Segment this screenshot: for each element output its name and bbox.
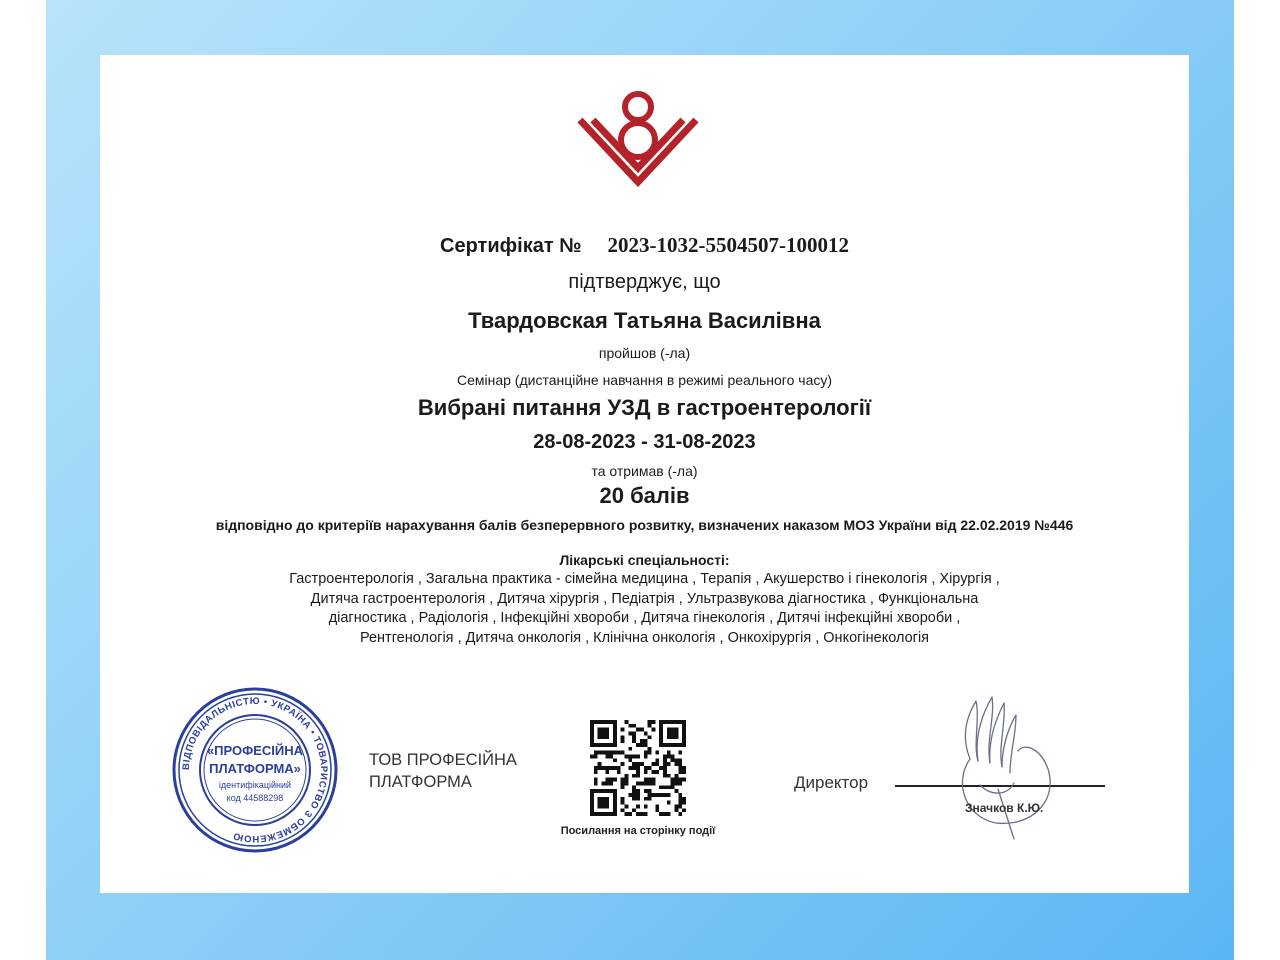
course-dates: 28-08-2023 - 31-08-2023 xyxy=(533,431,756,453)
director-label: Директор xyxy=(794,773,869,792)
organization-name-line-2: ПЛАТФОРМА xyxy=(369,773,472,791)
course-title: Вибрані питання УЗД в гастроентерології xyxy=(417,395,872,420)
criteria-text: відповідно до критеріїв нарахування балів безперервного розвитку, визначених наказом МОЗ України від 22.02.2019 №446 xyxy=(215,517,1074,533)
organization-name xyxy=(369,749,517,793)
stamp-line-4: код 44588298 xyxy=(226,793,284,803)
qr-code[interactable] xyxy=(590,720,686,816)
organization-name-line-1: ТОВ ПРОФЕСІЙНА xyxy=(369,751,517,769)
recipient-name: Твардовская Татьяна Василівна xyxy=(468,308,821,333)
certificate-label: Сертифікат № xyxy=(440,235,582,257)
qr-caption: Посилання на сторінку події xyxy=(560,825,716,837)
stamp-outer-text: ВІДПОВІДАЛЬНІСТЮ • УКРАЇНА • ТОВАРИСТВО З ОБМЕЖЕНОЮ xyxy=(180,695,330,845)
certificate-number-line xyxy=(100,233,1189,258)
confirms-text: підтверджує, що xyxy=(568,271,721,293)
organization-logo-icon xyxy=(576,80,700,190)
specialties-title: Лікарські спеціальності: xyxy=(559,552,730,568)
event-type: Семінар (дистанційне навчання в режимі реального часу) xyxy=(456,372,833,388)
certificate-sheet xyxy=(100,55,1189,893)
signer-name: Значков К.Ю. xyxy=(965,801,1044,815)
points-awarded: 20 балів xyxy=(599,483,690,508)
company-stamp xyxy=(170,685,340,855)
stamp-line-2: ПЛАТФОРМА» xyxy=(209,761,301,776)
received-text: та отримав (-ла) xyxy=(591,463,698,479)
stamp-line-1: «ПРОФЕСІЙНА xyxy=(206,743,304,758)
certificate-number: 2023-1032-5504507-100012 xyxy=(607,233,849,257)
specialties-list: Гастроентерологія , Загальна практика - сімейна медицина , Терапія , Акушерство і гінекологія , Хірургія , Дитяча гастроентерологія , Дитяча хірургія , Педіатрія , Ультразвукова діагностика , Функціональна діагностика , Радіологія , Інфекційні хвороби , Дитяча гінекологія , Дитячі інфекційні хвороби , Рентгенологія , Дитяча онкологія , Клінічна онкологія , Онкохірургія , Онкогінекологія xyxy=(289,571,1000,646)
stamp-line-3: ідентифікаційний xyxy=(218,780,292,790)
passed-text: пройшов (-ла) xyxy=(598,345,691,361)
director-signature xyxy=(940,689,1060,849)
